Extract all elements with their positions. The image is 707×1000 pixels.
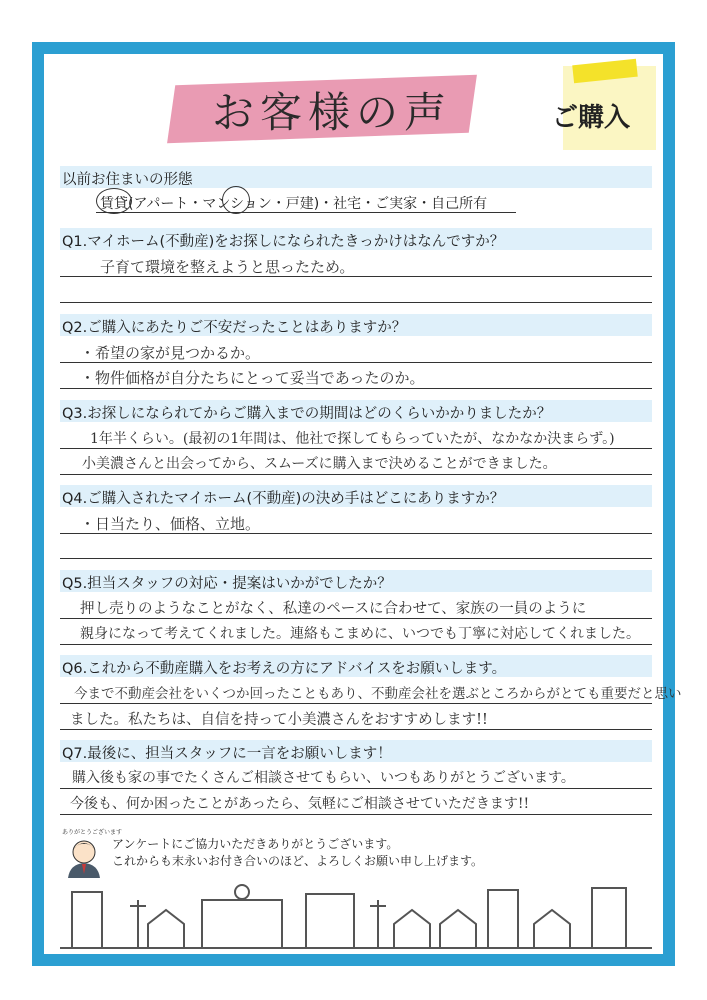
answer-line	[60, 814, 652, 815]
building-icon	[592, 888, 626, 948]
question-6: Q6.これから不動産購入をお考えの方にアドバイスをお願いします。	[62, 661, 507, 677]
question-4: Q4.ご購入されたマイホーム(不動産)の決め手はどこにありますか？	[62, 491, 505, 507]
answer-2-line-2: ・物件価格が自分たちにとって妥当であったのか。	[80, 369, 425, 387]
answer-6-line-1: 今まで不動産会社をいくつか回ったこともあり、不動産会社を選ぶところからがとても重要だと思い	[74, 686, 682, 702]
question-3: Q3.お探しになられてからご購入までの期間はどのくらいかかりましたか？	[62, 406, 552, 422]
selected-option-circle	[222, 186, 250, 214]
previous-residence-label: 以前お住まいの形態	[62, 172, 193, 188]
footer-thanks: アンケートにご協力いただきありがとうございます。	[112, 837, 399, 851]
school-icon	[202, 900, 282, 948]
selected-option-circle	[96, 188, 132, 214]
answer-line	[60, 618, 652, 619]
answer-2-line-1: ・希望の家が見つかるか。	[80, 344, 261, 362]
answer-7-line-1: 購入後も家の事でたくさんご相談させてもらい、いつもありがとうございます。	[72, 770, 575, 786]
category-tag-label: ご購入	[552, 103, 631, 133]
answer-3-line-2: 小美濃さんと出会ってから、スムーズに購入まで決めることができました。	[82, 456, 557, 472]
answer-5-line-2: 親身になって考えてくれました。連絡もこまめに、いつでも丁寧に対応してくれました。	[80, 626, 640, 642]
answer-7-line-2: 今後も、何か困ったことがあったら、気軽にご相談させていただきます!!	[70, 796, 530, 812]
staff-illustration	[60, 826, 123, 878]
speech-text: ありがとうございます	[62, 829, 123, 836]
question-1: Q1.マイホーム(不動産)をお探しになられたきっかけはなんですか？	[62, 234, 505, 250]
answer-line	[60, 703, 652, 704]
house-icon	[394, 910, 430, 948]
house-icon	[440, 910, 476, 948]
footer-closing: これからも末永いお付き合いのほど、よろしくお願い申し上げます。	[112, 854, 484, 868]
answer-4-line-1: ・日当たり、価格、立地。	[80, 515, 261, 533]
page-title: お客様の声	[212, 88, 453, 137]
question-7: Q7.最後に、担当スタッフに一言をお願いします！	[62, 746, 392, 762]
answer-line	[60, 558, 652, 559]
answer-line	[60, 533, 652, 534]
answer-line	[60, 302, 652, 303]
answer-line	[60, 644, 652, 645]
building-icon	[72, 892, 102, 948]
answer-5-line-1: 押し売りのようなことがなく、私達のペースに合わせて、家族の一員のように	[80, 601, 587, 617]
question-2: Q2.ご購入にあたりご不安だったことはありますか？	[62, 320, 407, 336]
cityscape-illustration	[60, 880, 652, 950]
answer-line	[96, 212, 516, 213]
building-icon	[488, 890, 518, 948]
answer-line	[60, 388, 652, 389]
answer-line	[60, 729, 652, 730]
answer-line	[60, 448, 652, 449]
answer-6-line-2: ました。私たちは、自信を持って小美濃さんをおすすめします!!	[70, 712, 488, 728]
answer-3-line-1: 1年半くらい。(最初の1年間は、他社で探してもらっていたが、なかなか決まらず。)	[90, 431, 615, 447]
answer-line	[60, 276, 652, 277]
building-icon	[306, 894, 354, 948]
question-5: Q5.担当スタッフの対応・提案はいかがでしたか？	[62, 576, 392, 592]
previous-residence-options: 賃貸(アパート・マンション・戸建)・社宅・ご実家・自己所有	[100, 196, 488, 212]
answer-line	[60, 474, 652, 475]
answer-1-line-1: 子育て環境を整えようと思ったため。	[100, 258, 355, 276]
answer-line	[60, 362, 652, 363]
house-icon	[148, 910, 184, 948]
answer-line	[60, 788, 652, 789]
house-icon	[534, 910, 570, 948]
